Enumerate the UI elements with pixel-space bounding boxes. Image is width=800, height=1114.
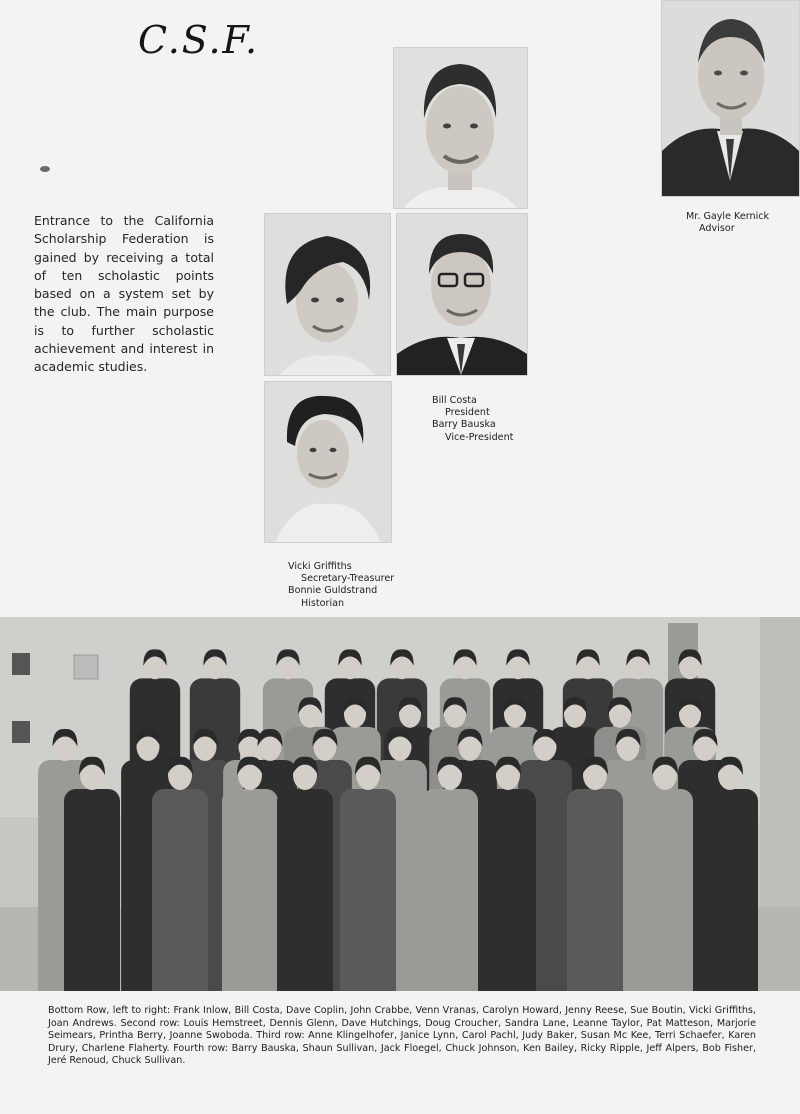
historian-portrait (264, 213, 391, 376)
president-portrait (393, 47, 528, 209)
ink-mark (40, 166, 50, 172)
page-title: C.S.F. (138, 18, 260, 62)
officer-role: Vice-President (445, 431, 514, 443)
advisor-caption (686, 211, 769, 235)
officer-name: Vicki Griffiths (288, 561, 352, 572)
officers-caption-1 (432, 395, 513, 444)
officer-role: Secretary-Treasurer (301, 573, 395, 585)
advisor-name: Mr. Gayle Kernick (686, 211, 770, 222)
group-photo (0, 617, 800, 991)
vice-president-portrait (396, 213, 528, 376)
officer-name: Barry Bauska (432, 419, 496, 431)
officers-caption-2 (288, 561, 394, 610)
officer-role: Historian (301, 597, 345, 609)
group-caption: Bottom Row, left to right: Frank Inlow, Bill Costa, Dave Coplin, John Crabbe, Venn Vranas, Carolyn Howard, Jenny Reese, Sue Boutin, Vicki Griffiths, Joan Andrews. Second row: Louis Hemstreet, Dennis Glenn, Dave Hutchings, Doug Croucher, Sandra Lane, Leanne Taylor, Pat Matteson, Marjorie Seimears, Printha Berry, Joanne Swoboda. Third row: Anne Klingelhofer, Janice Lynn, Carol Pachl, Judy Baker, Susan Mc Kee, Terri Schaefer, Karen Drury, Charlene Flaherty. Fourth row: Barry Bauska, Shaun Sullivan, Jack Floegel, Chuck Johnson, Ken Bailey, Ricky Ripple, Jeff Alpers, Bob Fisher, Jeré Renoud, Chuck Sullivan. (48, 1005, 756, 1066)
officer-role: President (445, 407, 490, 419)
advisor-role: Advisor (699, 223, 735, 235)
intro-paragraph: Entrance to the California Scholarship Federation is gained by receiving a total of ten scholastic points based on a system set by the club. The main purpose is to further scholastic achievement and interest in academic studies. (34, 213, 214, 375)
officer-name: Bonnie Guldstrand (288, 585, 378, 597)
advisor-portrait (661, 0, 800, 197)
officer-name: Bill Costa (432, 395, 477, 406)
secretary-portrait (264, 381, 392, 543)
